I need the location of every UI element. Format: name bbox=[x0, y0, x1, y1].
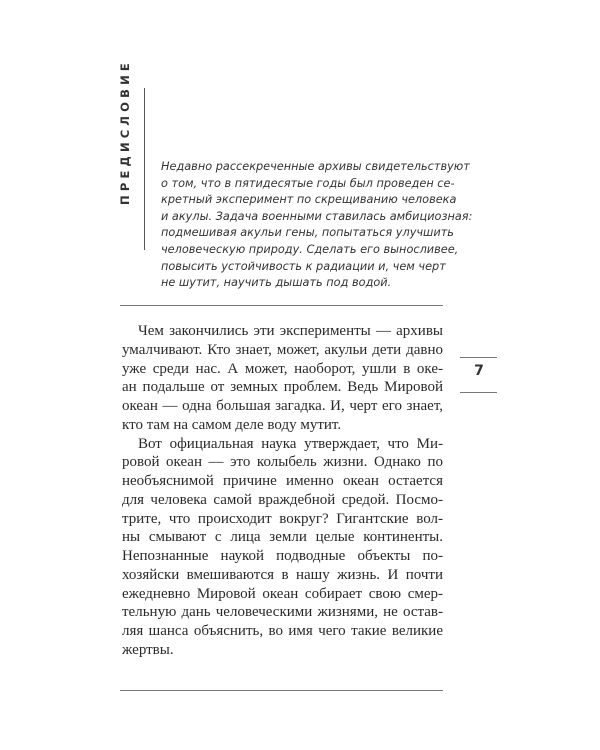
text-line: ляя шанса объяснить, во имя чего такие великие bbox=[122, 623, 443, 639]
text-line: Непознанные наукой подводные объекты по- bbox=[122, 548, 443, 564]
text-line: ан подальше от земных проблем. Ведь Мировой bbox=[122, 379, 443, 396]
text-line: кто там на самом деле воду мутит. bbox=[122, 416, 342, 433]
text-line: для человека самой враждебной средой. Посмо- bbox=[122, 491, 443, 508]
text-line: ровой океан — это колыбель жизни. Однако по bbox=[122, 454, 443, 471]
intro-epigraph bbox=[161, 159, 473, 292]
vertical-divider bbox=[144, 88, 145, 250]
paragraph bbox=[122, 322, 443, 435]
text-line: необъяснимой причине именно океан остается bbox=[122, 473, 443, 489]
page-number-rule-bottom bbox=[460, 392, 497, 393]
text-line: жертвы. bbox=[122, 641, 174, 658]
intro-line: подмешивая акульи гены, попытаться улучшить bbox=[161, 226, 454, 240]
text-line: ны смывают с лица земли целые континенты. bbox=[122, 529, 443, 546]
body-text bbox=[122, 322, 443, 660]
text-line: хозяйски вмешиваются в нашу жизнь. И почти bbox=[122, 566, 443, 583]
section-label: ПРЕДИСЛОВИЕ bbox=[118, 59, 132, 205]
text-line: ежедневно Мировой океан собирает свою смер- bbox=[122, 585, 443, 602]
intro-line: не шутит, научить дышать под водой. bbox=[161, 276, 392, 290]
text-line: океан — одна большая загадка. И, черт его знает, bbox=[122, 398, 443, 414]
page-number: 7 bbox=[474, 363, 484, 379]
intro-line: о том, что в пятидесятые годы был проведен се- bbox=[161, 176, 455, 190]
intro-line: Недавно рассекреченные архивы свидетельствуют bbox=[161, 160, 470, 173]
text-line: Вот официальная наука утверждает, что Ми- bbox=[138, 435, 443, 452]
bottom-divider bbox=[120, 690, 443, 691]
text-line: Чем закончились эти эксперименты — архивы bbox=[138, 323, 443, 339]
top-divider bbox=[120, 305, 443, 306]
text-line: трите, что происходит вокруг? Гигантские вол- bbox=[122, 510, 443, 527]
intro-line: человеческую природу. Сделать его выносливее, bbox=[161, 242, 459, 256]
text-line: уже среди нас. А может, наоборот, ушли в оке- bbox=[122, 360, 443, 377]
intro-line: кретный эксперимент по скрещиванию человека bbox=[161, 193, 457, 207]
text-line: тельную дань человеческими жизнями, не остав- bbox=[122, 604, 443, 621]
intro-line: повысить устойчивость к радиации и, чем черт bbox=[161, 259, 446, 273]
page-number-rule-top bbox=[460, 357, 497, 358]
text-line: умалчивают. Кто знает, может, акульи дети давно bbox=[122, 341, 443, 358]
intro-line: и акулы. Задача военными ставилась амбициозная: bbox=[161, 209, 473, 223]
paragraph bbox=[122, 435, 443, 660]
